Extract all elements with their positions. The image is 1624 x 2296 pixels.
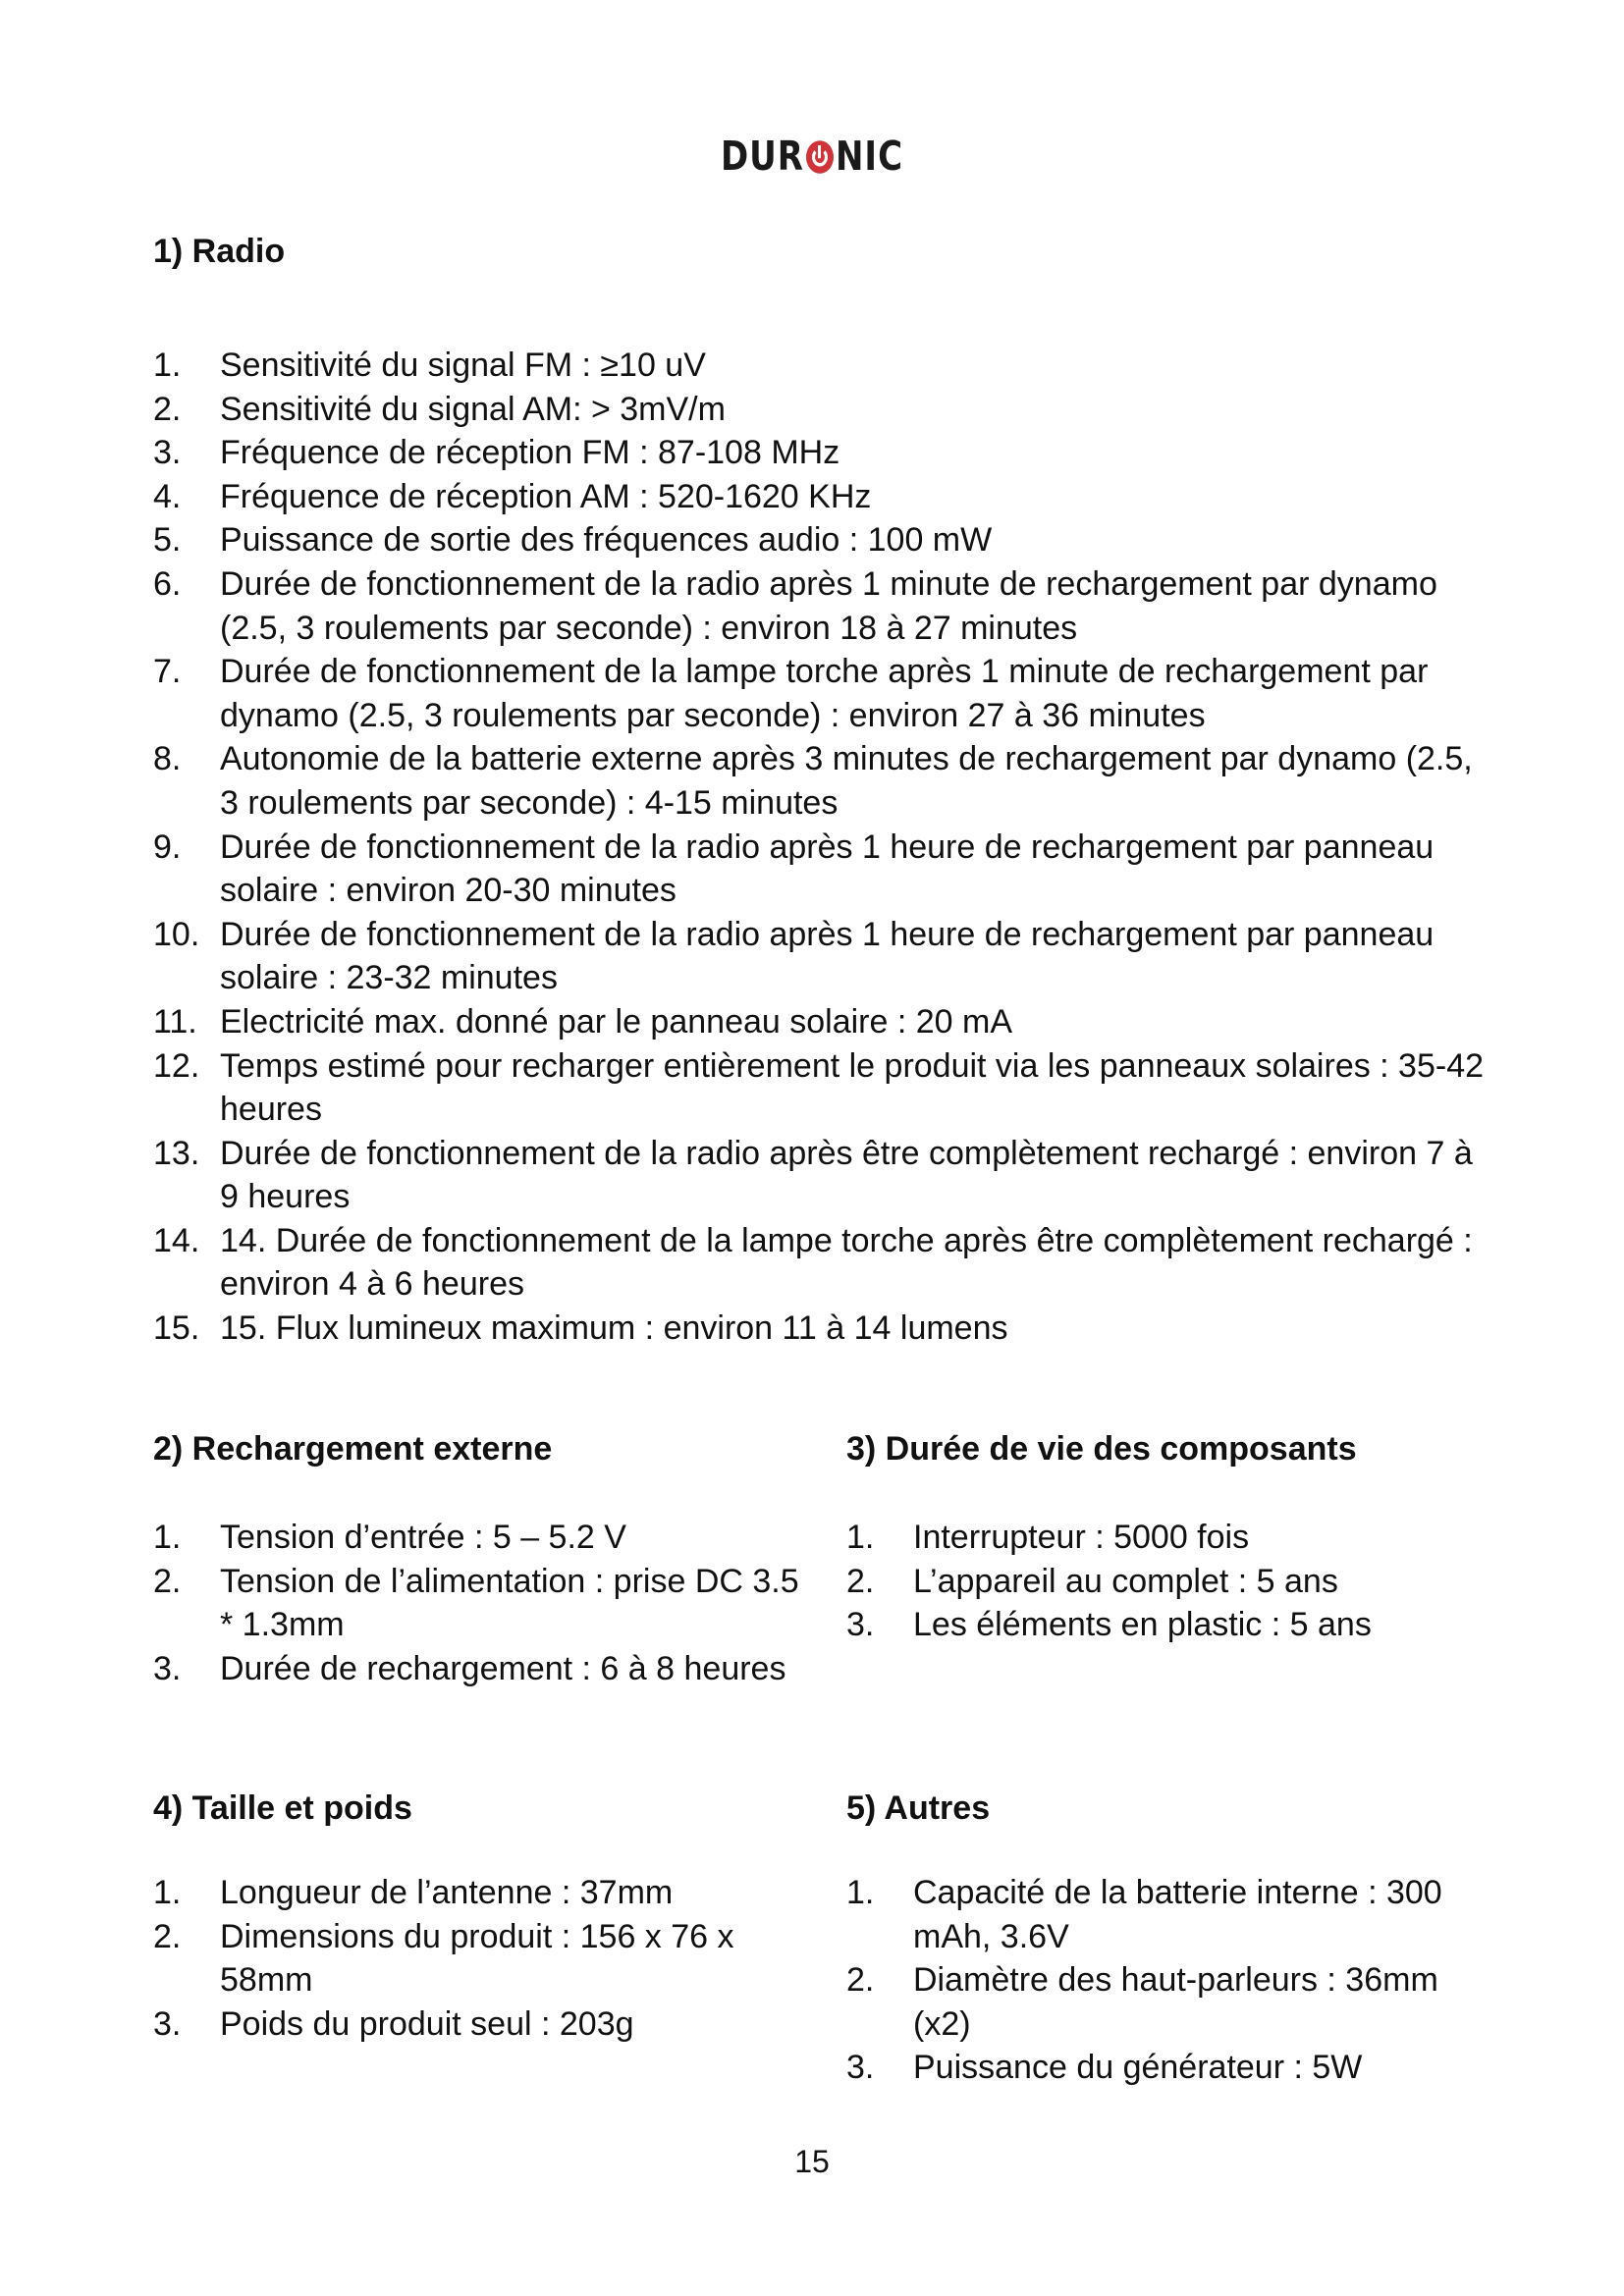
item-number: 1. [153,347,182,384]
spec-list [846,1871,1475,2090]
list-item [153,1000,1489,1044]
item-number: 9. [153,828,182,866]
item-text: Durée de fonctionnement de la lampe torche après 1 minute de rechargement par dynamo (2.5, 3 roulements par seconde) : environ 27 à 36 minutes [220,653,1429,734]
section-title: 2) Rechargement externe [153,1430,553,1468]
section-size [153,1789,801,2046]
item-number: 15. [153,1309,200,1348]
item-text: Fréquence de réception FM : 87-108 MHz [220,434,840,472]
spec-list [153,1516,801,1690]
list-item [153,913,1489,1000]
list-item [153,2002,801,2047]
section-lifetime [846,1429,1475,1647]
list-item [153,1307,1489,1351]
item-number: 14. [153,1221,200,1259]
list-item [153,1516,801,1560]
list-item [153,1132,1489,1219]
item-text: Fréquence de réception AM : 520-1620 KHz [220,477,872,515]
list-item [846,1958,1475,2046]
item-text: Durée de fonctionnement de la radio après être complètement rechargé : environ 7 à 9 heures [220,1134,1473,1216]
item-text: Temps estimé pour recharger entièrement le produit via les panneaux solaires : 35-42 heures [220,1046,1485,1129]
item-text: 15. Flux lumineux maximum : environ 11 à 14 lumens [220,1309,1008,1348]
list-item [153,562,1489,650]
item-number: 10. [153,915,200,953]
item-text: Puissance de sortie des fréquences audio : 100 mW [220,521,993,560]
item-text: Longueur de l’antenne : 37mm [220,1874,674,1911]
item-text: Diamètre des haut-parleurs : 36mm (x2) [913,1961,1438,2043]
item-number: 3. [153,434,182,472]
item-number: 8. [153,740,182,778]
item-number: 13. [153,1134,200,1172]
list-item [153,1647,801,1691]
item-number: 2. [153,1917,182,1955]
list-item [153,431,1489,475]
list-item [846,1603,1475,1647]
item-number: 3. [153,2004,182,2043]
item-text: Tension d’entrée : 5 – 5.2 V [220,1519,626,1556]
item-text: 14. Durée de fonctionnement de la lampe torche après être complètement rechargé : environ 4 à 6 heures [220,1221,1473,1304]
section-title: 5) Autres [846,1789,991,1827]
power-icon [806,140,834,174]
list-item [846,1560,1475,1604]
item-number: 3. [846,1606,875,1644]
logo-text-end: NIC [835,133,904,181]
item-number: 2. [153,390,182,428]
item-number: 1. [846,1519,875,1556]
item-number: 11. [153,1002,197,1041]
item-number: 6. [153,564,182,603]
item-number: 12. [153,1046,200,1085]
list-item [153,1044,1489,1132]
section-others [846,1789,1475,2090]
item-text: Durée de fonctionnement de la radio après 1 heure de rechargement par panneau solaire : environ 20-30 minutes [220,828,1435,910]
item-number: 1. [153,1874,182,1911]
list-item [153,475,1489,519]
item-text: L’appareil au complet : 5 ans [913,1562,1338,1600]
item-text: Les éléments en plastic : 5 ans [913,1606,1372,1644]
section-radio [153,232,1489,1351]
item-text: Poids du produit seul : 203g [220,2004,634,2043]
list-item [153,1219,1489,1307]
item-number: 2. [846,1562,875,1600]
item-text: Interrupteur : 5000 fois [913,1519,1250,1556]
list-item [846,1516,1475,1560]
page-number: 15 [794,2144,830,2179]
brand-logo [0,133,1624,181]
section-recharge [153,1429,801,1690]
item-text: Durée de fonctionnement de la radio après 1 minute de rechargement par dynamo (2.5, 3 roulements par seconde) : environ 18 à 27 minutes [220,564,1437,647]
spec-list [153,1871,801,2046]
list-item [846,1871,1475,1958]
item-number: 1. [846,1874,875,1911]
list-item [153,1560,801,1647]
item-text: Puissance du générateur : 5W [913,2049,1363,2087]
item-text: Dimensions du produit : 156 x 76 x 58mm [220,1917,734,2000]
item-number: 3. [153,1649,182,1687]
item-number: 1. [153,1519,182,1556]
item-number: 4. [153,477,182,515]
item-text: Capacité de la batterie interne : 300 mAh, 3.6V [913,1874,1442,1955]
list-item [153,518,1489,562]
list-item [846,2046,1475,2090]
item-text: Sensitivité du signal AM: > 3mV/m [220,390,726,428]
list-item [153,737,1489,825]
list-item [153,344,1489,388]
item-number: 2. [153,1562,182,1600]
logo-text-start: DUR [720,133,804,181]
section-title: 3) Durée de vie des composants [846,1430,1357,1468]
item-text: Durée de fonctionnement de la radio après 1 heure de rechargement par panneau solaire : 23-32 minutes [220,915,1435,997]
section-title: 1) Radio [153,233,286,270]
list-item [153,826,1489,913]
item-text: Electricité max. donné par le panneau solaire : 20 mA [220,1002,1013,1041]
item-number: 5. [153,521,182,560]
item-text: Sensitivité du signal FM : ≥10 uV [220,347,706,384]
spec-list [153,344,1489,1351]
section-title: 4) Taille et poids [153,1789,412,1827]
list-item [153,650,1489,737]
item-text: Durée de rechargement : 6 à 8 heures [220,1649,786,1687]
item-number: 3. [846,2049,875,2087]
list-item [153,1871,801,1915]
item-number: 7. [153,653,182,691]
list-item [153,1915,801,2002]
item-text: Tension de l’alimentation : prise DC 3.5 * 1.3mm [220,1562,799,1644]
spec-list [846,1516,1475,1647]
list-item [153,388,1489,432]
item-text: Autonomie de la batterie externe après 3 minutes de rechargement par dynamo (2.5, 3 roulements par seconde) : 4-15 minutes [220,740,1473,822]
item-number: 2. [846,1961,875,2000]
